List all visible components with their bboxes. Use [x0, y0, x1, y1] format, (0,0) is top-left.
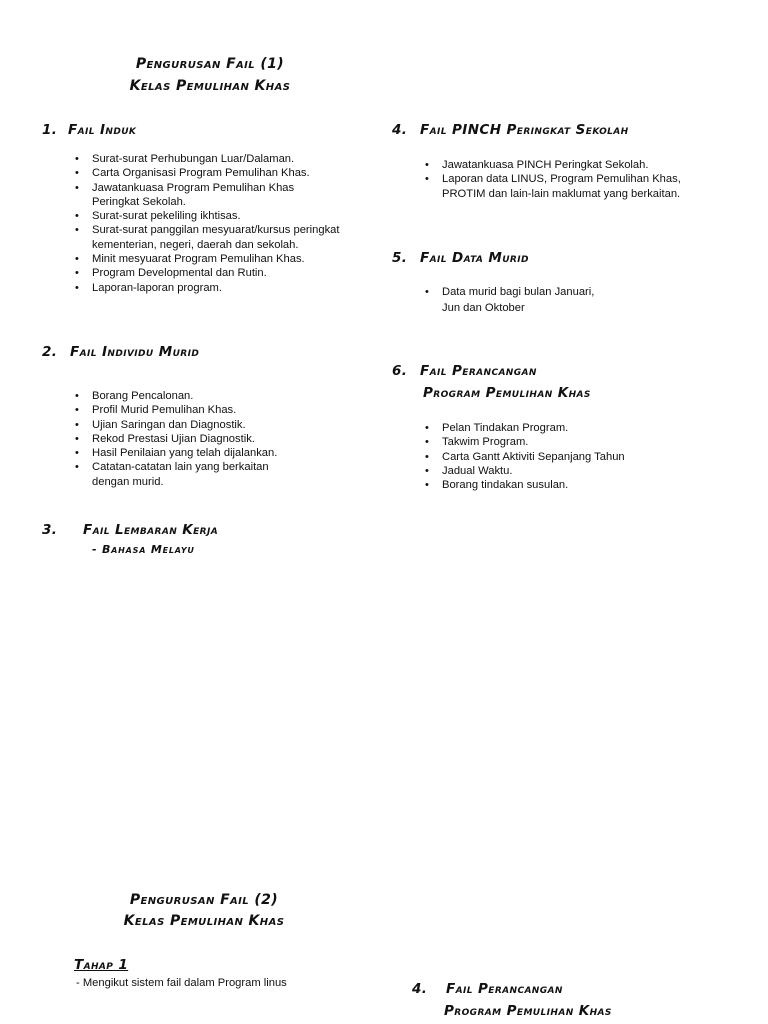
list-item-text: Carta Organisasi Program Pemulihan Khas.: [92, 167, 310, 180]
bullet-icon: •: [75, 253, 79, 266]
bullet-icon: •: [75, 432, 79, 445]
page1-title-line2: Kelas Pemulihan Khas: [129, 78, 291, 94]
bullet-icon: •: [75, 390, 79, 402]
bullet-icon: •: [75, 167, 79, 180]
bullet-icon: •: [425, 173, 429, 186]
list-item-text: Profil Murid Pemulihan Khas.: [92, 404, 237, 417]
bullet-icon: •: [75, 210, 79, 223]
bullet-icon: •: [425, 464, 429, 477]
bullet-icon: •: [75, 224, 79, 237]
section6-heading: [392, 363, 537, 379]
list-item-text: Carta Gantt Aktiviti Sepanjang Tahun: [442, 450, 625, 463]
section2-title: Fail Individu Murid: [70, 344, 200, 360]
section3-subtitle: - Bahasa Melayu: [92, 543, 195, 556]
section2-heading: [42, 344, 199, 360]
list-item: [74, 266, 384, 280]
list-item-text: Jawatankuasa Program Pemulihan Khas Peringkat Sekolah.: [92, 181, 295, 208]
list-item: [424, 172, 744, 201]
section5-title: Fail Data Murid: [420, 250, 529, 266]
list-item-text: Borang tindakan susulan.: [442, 479, 569, 492]
tahap-heading: Tahap 1: [74, 957, 129, 973]
section6-list: [424, 421, 744, 492]
list-item-text: Surat-surat pekeliling ikhtisas.: [92, 210, 241, 223]
list-item: [424, 478, 744, 492]
list-item-text: Jawatankuasa PINCH Peringkat Sekolah.: [442, 159, 649, 171]
list-item: [424, 158, 744, 172]
section1-heading: [42, 122, 136, 138]
list-item-text: Hasil Penilaian yang telah dijalankan.: [92, 447, 278, 460]
list-item: [74, 223, 384, 252]
bullet-icon: •: [425, 450, 429, 463]
list-item-text: Minit mesyuarat Program Pemulihan Khas.: [92, 253, 305, 266]
bullet-icon: •: [75, 153, 79, 165]
list-item-text: Program Developmental dan Rutin.: [92, 267, 267, 280]
bullet-icon: •: [75, 418, 79, 431]
list-item: [74, 281, 384, 295]
page2-section4-number: 4.: [412, 981, 428, 997]
page1-title-line1: Pengurusan Fail (1): [135, 56, 285, 72]
list-item: [74, 460, 374, 489]
bullet-icon: •: [425, 422, 429, 434]
page2-title-line1: Pengurusan Fail (2): [129, 892, 279, 908]
bullet-icon: •: [75, 404, 79, 417]
list-item: [74, 418, 374, 432]
section5-list: [424, 285, 724, 316]
section3-title: Fail Lembaran Kerja: [83, 522, 219, 538]
section6-title-line1: Fail Perancangan: [420, 363, 537, 379]
section4-heading: [392, 122, 629, 138]
list-item: [74, 446, 374, 460]
list-item: [74, 389, 374, 403]
list-item: [74, 181, 384, 210]
section6-title-line2: Program Pemulihan Khas: [423, 385, 591, 401]
list-item: [74, 166, 384, 180]
section4-number: 4.: [392, 122, 408, 138]
list-item-text: Laporan-laporan program.: [92, 281, 222, 294]
list-item: [74, 152, 384, 166]
section5-heading: [392, 250, 529, 266]
list-item-text: Ujian Saringan dan Diagnostik.: [92, 418, 246, 431]
list-item-text: Surat-surat panggilan mesyuarat/kursus peringkat kementerian, negeri, daerah dan sekolah.: [92, 224, 340, 251]
tahap-text: - Mengikut sistem fail dalam Program linus: [76, 977, 287, 989]
page2-section4-title-line2: Program Pemulihan Khas: [444, 1003, 612, 1019]
page2-section4-title-line1: Fail Perancangan: [446, 981, 563, 997]
list-item-text: Data murid bagi bulan Januari, Jun dan Oktober: [442, 286, 595, 314]
bullet-icon: •: [75, 181, 79, 194]
page2-title-line2: Kelas Pemulihan Khas: [123, 913, 285, 929]
list-item-text: Takwim Program.: [442, 436, 529, 449]
list-item: [74, 432, 374, 446]
section2-number: 2.: [42, 344, 58, 360]
list-item-text: Surat-surat Perhubungan Luar/Dalaman.: [92, 153, 295, 165]
list-item: [424, 450, 744, 464]
list-item: [74, 209, 384, 223]
list-item-text: Jadual Waktu.: [442, 464, 513, 477]
section2-list: [74, 389, 374, 489]
bullet-icon: •: [425, 436, 429, 449]
list-item: [424, 285, 724, 316]
page2-section4-heading: [412, 981, 563, 997]
bullet-icon: •: [75, 461, 79, 474]
bullet-icon: •: [75, 447, 79, 460]
list-item-text: Laporan data LINUS, Program Pemulihan Khas, PROTIM dan lain-lain maklumat yang berkaitan.: [442, 173, 681, 200]
list-item: [424, 421, 744, 435]
section1-list: [74, 152, 384, 295]
list-item: [74, 403, 374, 417]
list-item: [424, 435, 744, 449]
section1-title: Fail Induk: [68, 122, 137, 138]
section4-title: Fail PINCH Peringkat Sekolah: [420, 122, 629, 138]
bullet-icon: •: [425, 159, 429, 171]
section3-heading: [42, 522, 218, 538]
section1-number: 1.: [42, 122, 58, 138]
bullet-icon: •: [425, 479, 429, 492]
bullet-icon: •: [75, 281, 79, 294]
list-item-text: Rekod Prestasi Ujian Diagnostik.: [92, 432, 255, 445]
list-item-text: Borang Pencalonan.: [92, 390, 194, 402]
list-item-text: Catatan-catatan lain yang berkaitan dengan murid.: [92, 461, 269, 488]
section4-list: [424, 158, 744, 201]
section3-number: 3.: [42, 522, 58, 538]
section5-number: 5.: [392, 250, 408, 266]
list-item-text: Pelan Tindakan Program.: [442, 422, 569, 434]
list-item: [424, 464, 744, 478]
bullet-icon: •: [75, 267, 79, 280]
section6-number: 6.: [392, 363, 408, 379]
bullet-icon: •: [425, 286, 429, 298]
list-item: [74, 252, 384, 266]
